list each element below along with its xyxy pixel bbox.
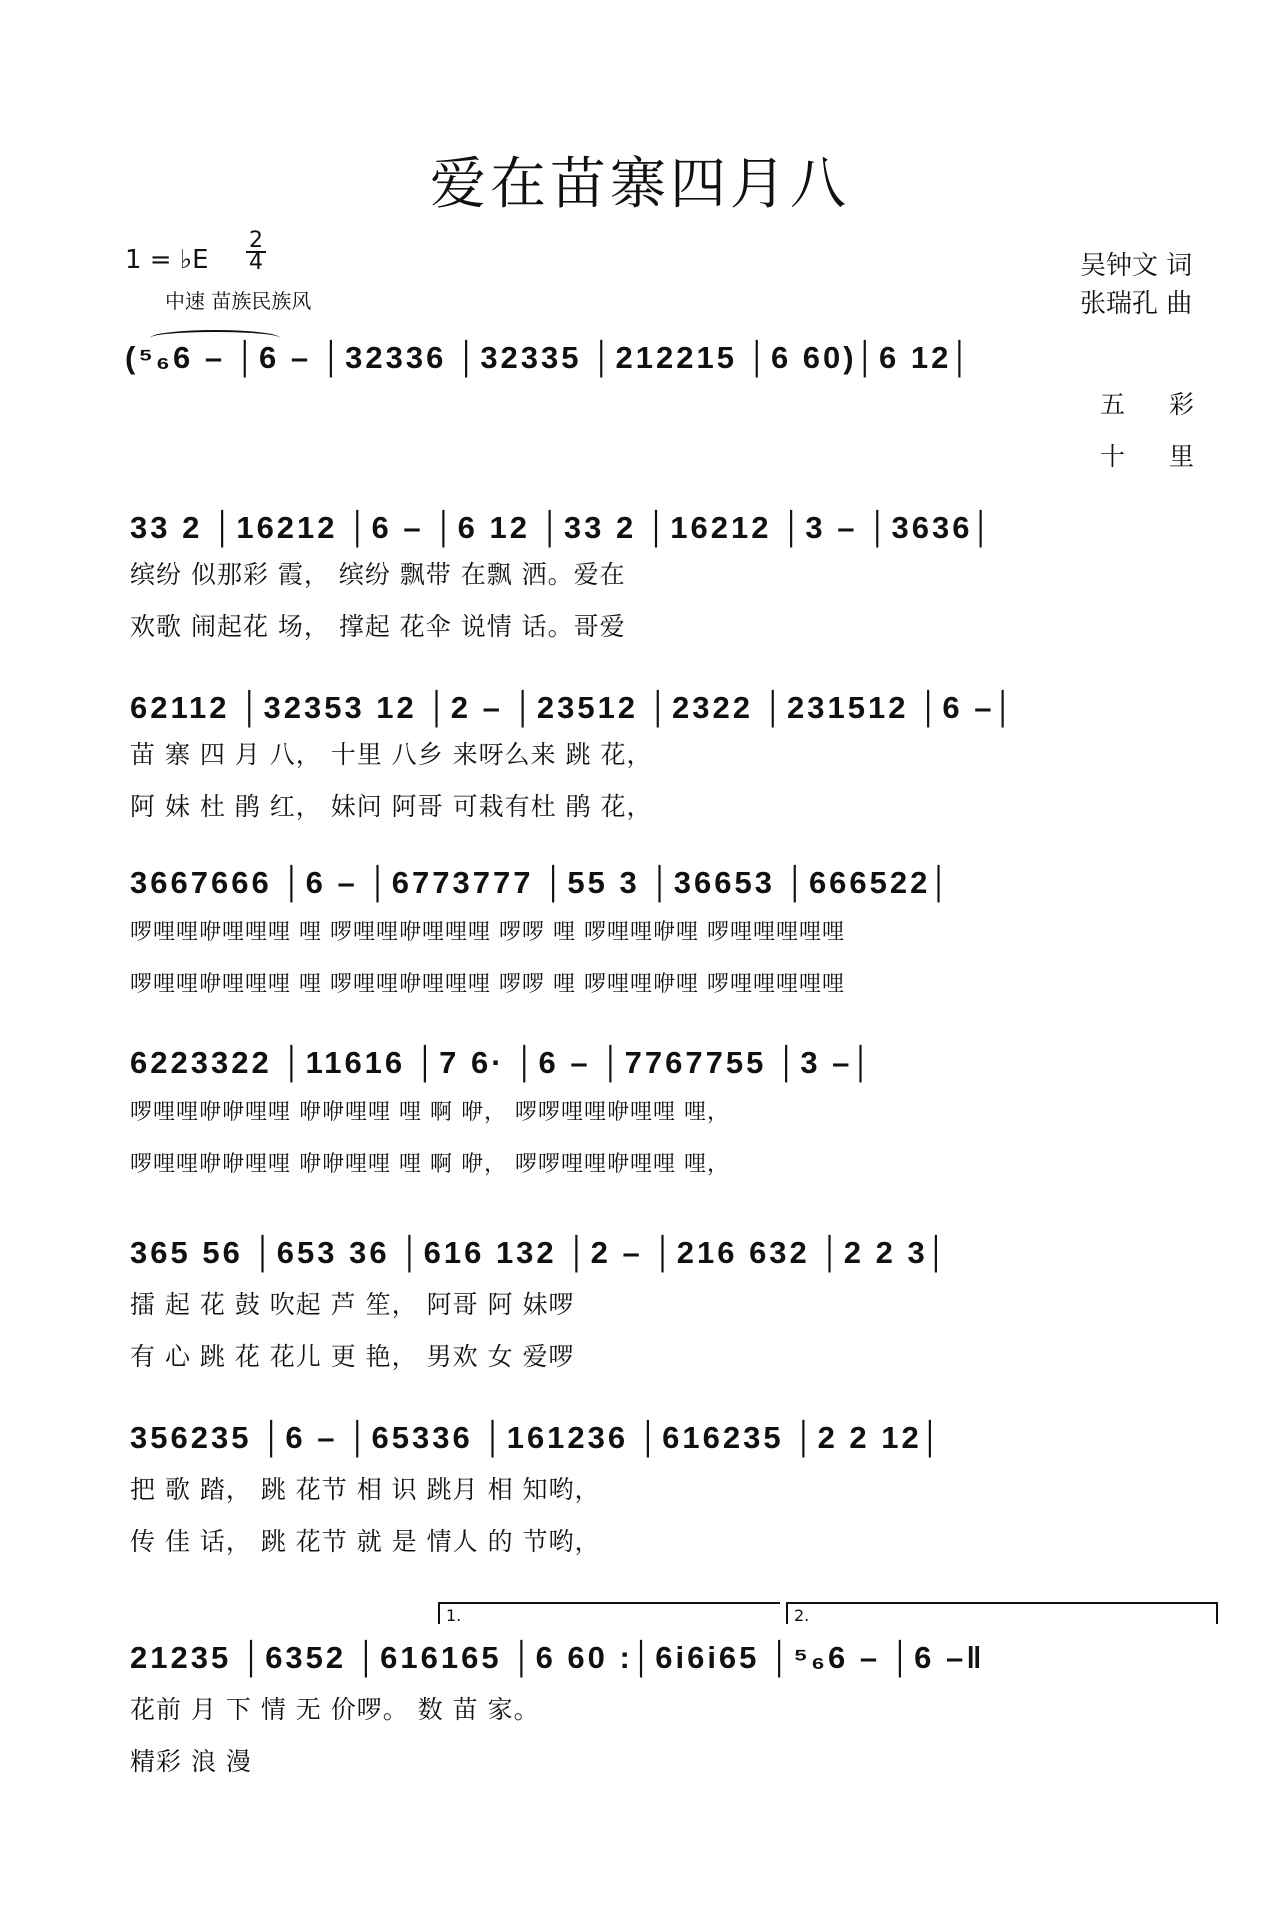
system-5-lyrics-verse-2: 啰哩哩咿咿哩哩 咿咿哩哩 哩 啊 咿， 啰啰哩哩咿哩哩 哩， <box>130 1152 730 1177</box>
system-8-notes: 21235 │6352 │616165 │6 60 :│6i6i65 │⁵₆6 – │6 –‖ <box>130 1640 985 1675</box>
key-signature: 1 = ♭E <box>125 245 209 275</box>
system-1-lyrics-verse-2: 十 里 <box>1100 442 1212 471</box>
volta-bracket-2 <box>786 1602 1218 1624</box>
song-title: 爱在苗寨四月八 <box>430 152 850 217</box>
lyricist: 吴钟文 词 <box>1080 251 1193 281</box>
system-2-notes: 33 2 │16212 │6 – │6 12 │33 2 │16212 │3 – │3636│ <box>130 510 995 545</box>
system-8-lyrics-verse-1: 花前 月 下 情 无 价啰。 数 苗 家。 <box>130 1695 540 1724</box>
system-7-lyrics-verse-1: 把 歌 踏， 跳 花节 相 识 跳月 相 知哟， <box>130 1475 601 1504</box>
system-3-lyrics-verse-1: 苗 寨 四 月 八， 十里 八乡 来呀么来 跳 花， <box>130 740 653 769</box>
system-6-lyrics-verse-1: 擂 起 花 鼓 吹起 芦 笙， 阿哥 阿 妹啰 <box>130 1290 575 1319</box>
volta-bracket-1 <box>438 1602 780 1624</box>
system-5-lyrics-verse-1: 啰哩哩咿咿哩哩 咿咿哩哩 哩 啊 咿， 啰啰哩哩咿哩哩 哩， <box>130 1100 730 1125</box>
system-1-notes: (⁵₆6 – │6 – │32336 │32335 │212215 │6 60)│6 12│ <box>125 340 974 375</box>
tempo-marking: 中速 苗族民族风 <box>165 289 312 313</box>
time-signature <box>246 228 266 275</box>
slur <box>150 330 280 346</box>
system-7-notes: 356235 │6 – │65336 │161236 │616235 │2 2 12│ <box>130 1420 945 1455</box>
composer: 张瑞孔 曲 <box>1080 289 1193 319</box>
system-2-lyrics-verse-2: 欢歌 闹起花 场， 撑起 花伞 说情 话。哥爱 <box>130 612 626 641</box>
volta-label-2: 2. <box>794 1606 810 1625</box>
system-3-lyrics-verse-2: 阿 妹 杜 鹃 红， 妹问 阿哥 可栽有杜 鹃 花， <box>130 792 653 821</box>
system-4-notes: 3667666 │6 – │6773777 │55 3 │36653 │666522│ <box>130 865 953 900</box>
system-8-lyrics-verse-2: 精彩 浪 漫 <box>130 1747 252 1776</box>
system-6-notes: 365 56 │653 36 │616 132 │2 – │216 632 │2 2 3│ <box>130 1235 951 1270</box>
system-4-lyrics-verse-2: 啰哩哩咿哩哩哩 哩 啰哩哩咿哩哩哩 啰啰 哩 啰哩哩咿哩 啰哩哩哩哩哩 <box>130 972 845 997</box>
volta-label-1: 1. <box>446 1606 462 1625</box>
system-1-lyrics-verse-1: 五 彩 <box>1100 390 1212 419</box>
system-6-lyrics-verse-2: 有 心 跳 花 花儿 更 艳， 男欢 女 爱啰 <box>130 1342 575 1371</box>
time-signature-bottom: 4 <box>249 250 263 275</box>
system-5-notes: 6223322 │11616 │7 6· │6 – │7767755 │3 –│ <box>130 1045 875 1080</box>
system-7-lyrics-verse-2: 传 佳 话， 跳 花节 就 是 情人 的 节哟， <box>130 1527 601 1556</box>
system-3-notes: 62112 │32353 12 │2 – │23512 │2322 │231512 │6 –│ <box>130 690 1017 725</box>
system-2-lyrics-verse-1: 缤纷 似那彩 霞， 缤纷 飘带 在飘 洒。爱在 <box>130 560 626 589</box>
time-signature-top: 2 <box>249 228 263 253</box>
system-4-lyrics-verse-1: 啰哩哩咿哩哩哩 哩 啰哩哩咿哩哩哩 啰啰 哩 啰哩哩咿哩 啰哩哩哩哩哩 <box>130 920 845 945</box>
